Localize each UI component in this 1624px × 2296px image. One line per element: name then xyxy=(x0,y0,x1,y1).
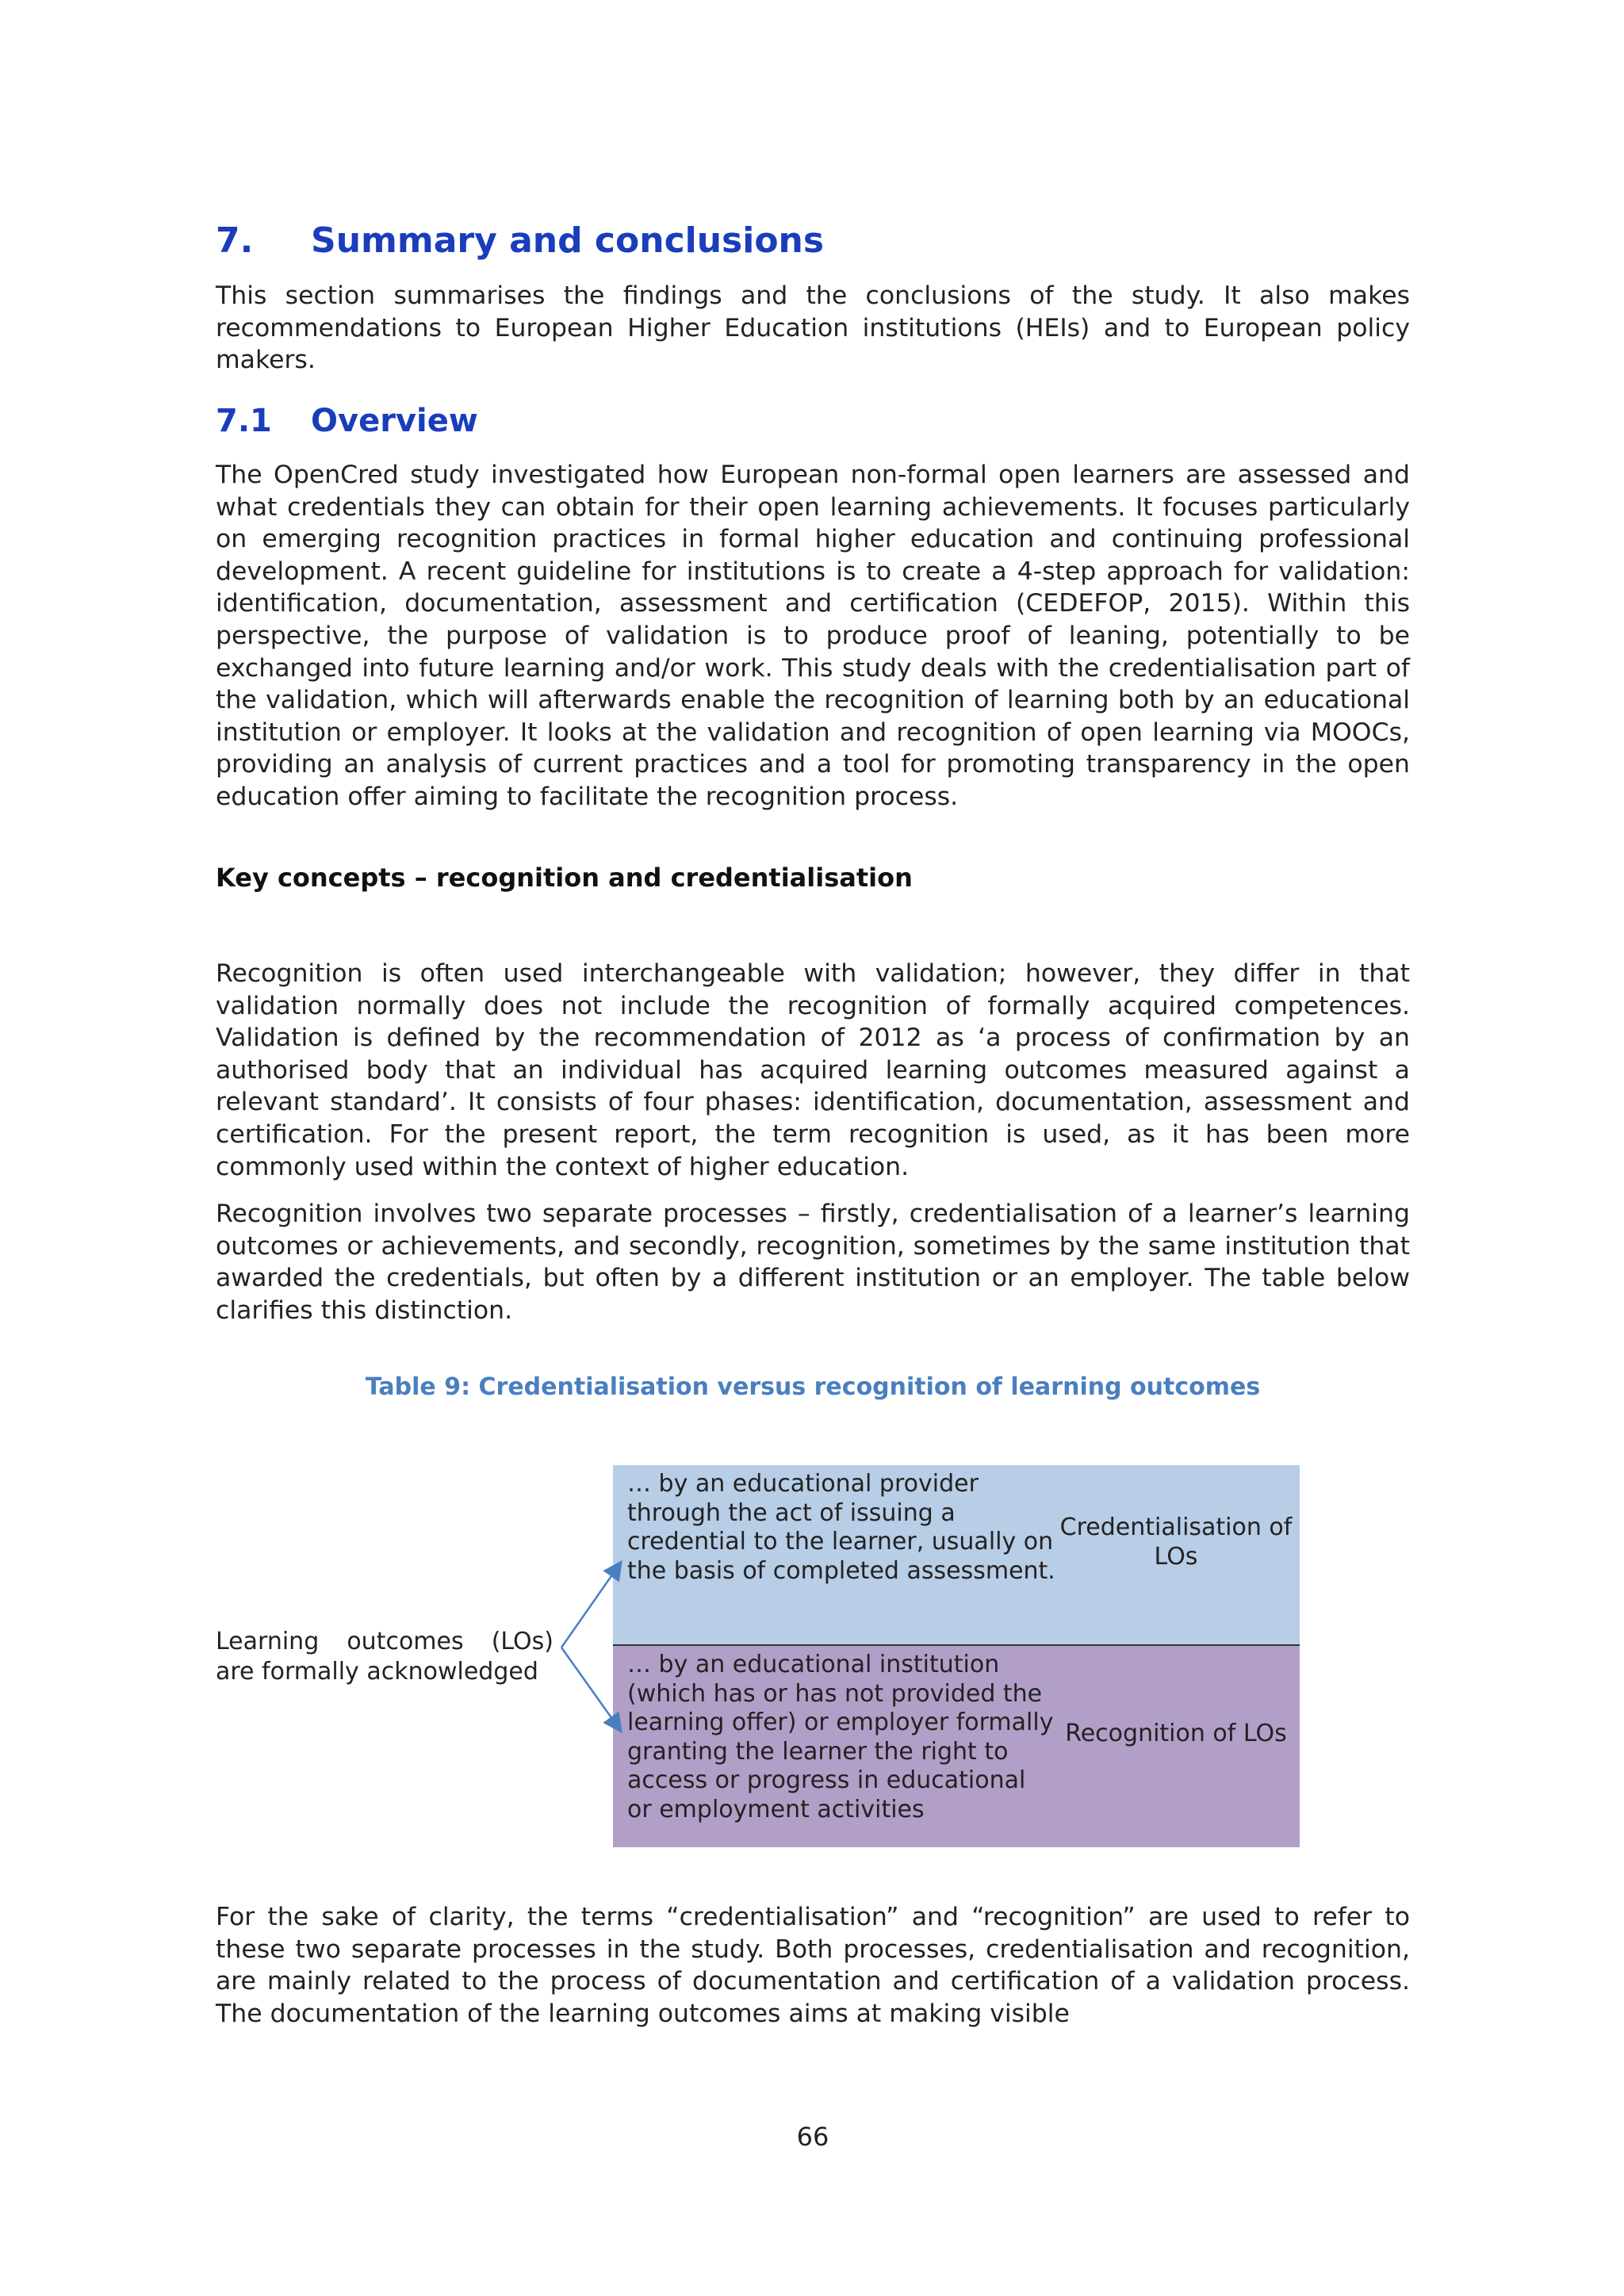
overview-paragraph: The OpenCred study investigated how European non-formal open learners are assessed and what credentials they can obtain for their open learning achievements. It focuses particularly on emerging recognition practices in formal higher education and continuing professional development. A recent guideline for institutions is to create a 4-step approach for validation: identification, documentation, assessment and certification (CEDEFOP, 2015). Within this perspective, the purpose of validation is to produce proof of leaning, potentially to be exchanged into future learning and/or work. This study deals with the credentialisation part of the validation, which will afterwards enable the recognition of learning both by an educational institution or employer. It looks at the validation and recognition of open learning via MOOCs, providing an analysis of current practices and a tool for promoting transparency in the open education offer aiming to facilitate the recognition process. xyxy=(216,461,1410,811)
arrow-to-recognition-icon xyxy=(561,1647,620,1730)
subsection-number: 7.1 xyxy=(216,403,272,439)
key-concepts-paragraph-2: Recognition involves two separate processes – firstly, credentialisation of a learner’s learning outcomes or achievements, and secondly, recognition, sometimes by the same institution that awarded the credentials, but often by a different institution or an employer. The table below clarifies this distinction. xyxy=(216,1200,1410,1325)
subsection-title: Overview xyxy=(311,403,478,439)
closing-paragraph: For the sake of clarity, the terms “credentialisation” and “recognition” are used to refer to these two separate processes in the study. Both processes, credentialisation and recognition, are mainly related to the process of documentation and certification of a validation process. The documentation of the learning outcomes aims at making visible xyxy=(216,1903,1410,2028)
credentialisation-description: … by an educational provider through the act of issuing a credential to the learner, usually on the basis of completed assessment. xyxy=(627,1470,1055,1585)
section-number: 7. xyxy=(216,220,254,261)
key-concepts-paragraph-1: Recognition is often used interchangeable with validation; however, they differ in that validation normally does not include the recognition of formally acquired competences. Validation is defined by the recommendation of 2012 as ‘a process of confirmation by an authorised body that an individual has acquired learning outcomes measured against a relevant standard’. It consists of four phases: identification, documentation, assessment and certification. For the present report, the term recognition is used, as it has been more commonly used within the context of higher education. xyxy=(216,959,1410,1181)
section-intro: This section summarises the findings and the conclusions of the study. It also makes recommendations to European Higher Education institutions (HEIs) and to European policy makers. xyxy=(216,281,1410,375)
recognition-label: Recognition of LOs xyxy=(1065,1720,1287,1747)
diagram-left-text: Learning outcomes (LOs) are formally acknowledged xyxy=(216,1628,553,1686)
arrow-to-credentialisation-icon xyxy=(561,1563,620,1647)
section-title: Summary and conclusions xyxy=(311,220,825,261)
table-caption: Table 9: Credentialisation versus recognition of learning outcomes xyxy=(365,1373,1261,1401)
recognition-description: … by an educational institution (which has or has not provided the learning offer) or employer formally granting the learner the right to access or progress in educational or employment activities xyxy=(627,1651,1054,1823)
page-number: 66 xyxy=(796,2122,829,2152)
key-concepts-heading: Key concepts – recognition and credentialisation xyxy=(216,863,913,893)
credentialisation-label: Credentialisation of LOs xyxy=(1059,1513,1293,1571)
